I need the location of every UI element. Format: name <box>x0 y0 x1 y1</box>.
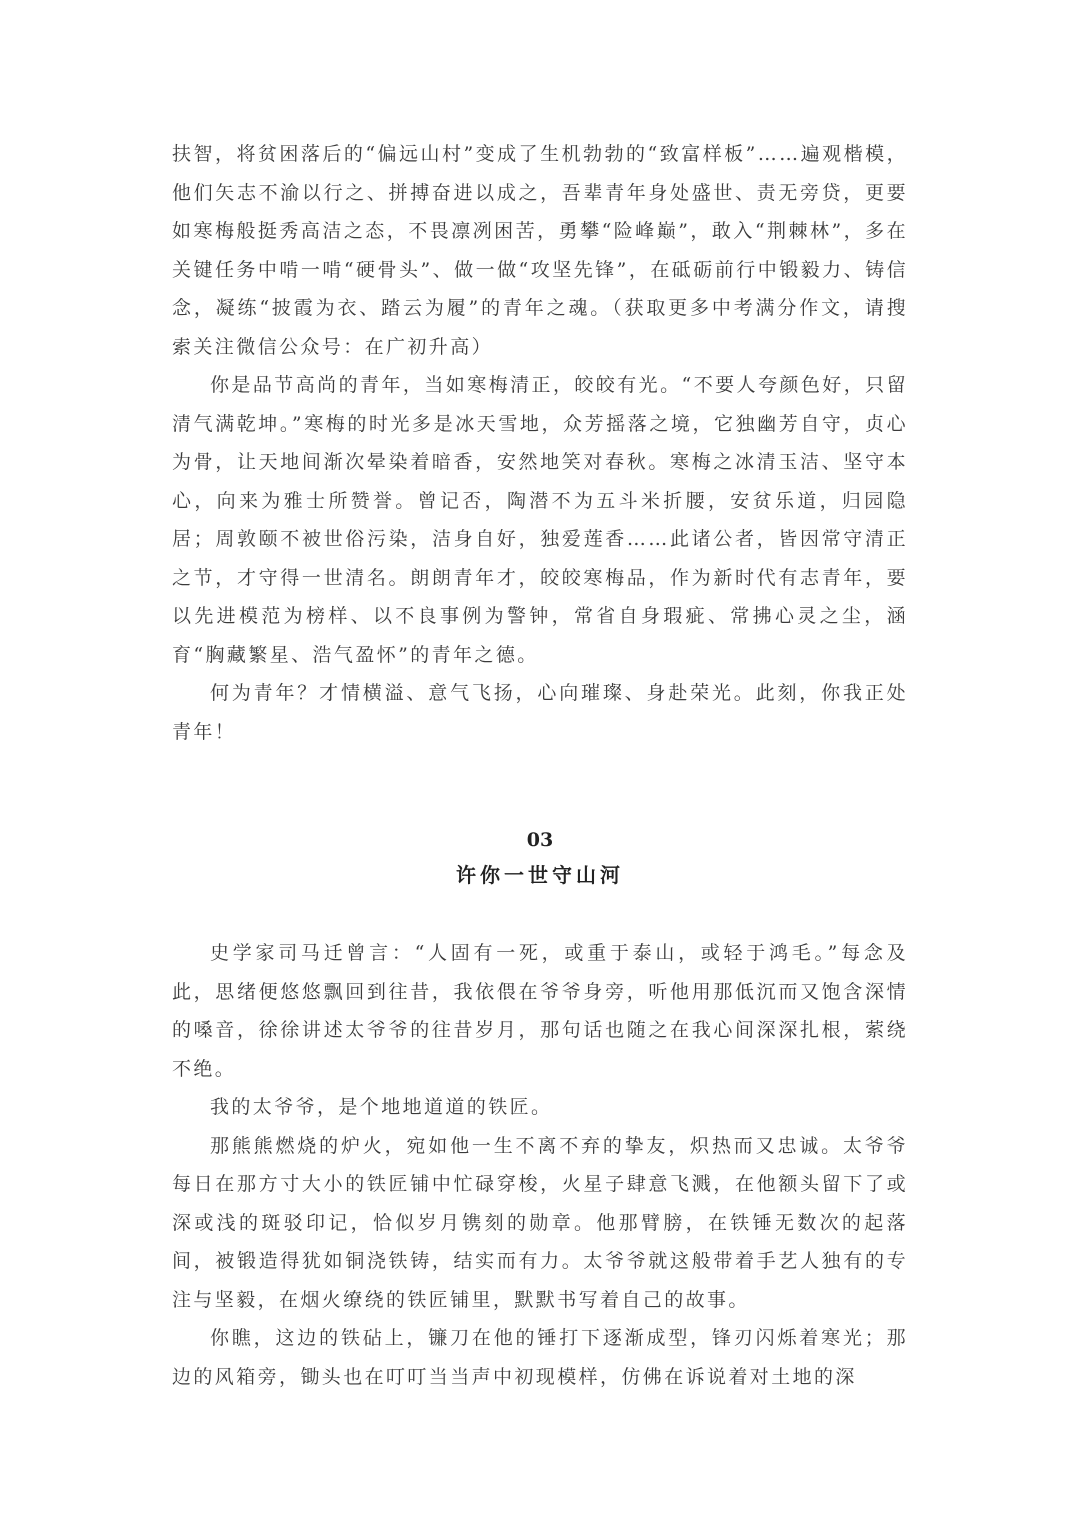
essay-number: 03 <box>526 829 554 851</box>
essay-paragraph: 史学家司马迁曾言：“人固有一死，或重于泰山，或轻于鸿毛。”每念及此，思绪便悠悠飘回到往昔，我依偎在爷爷身旁，听他用那低沉而又饱含深情的嗓音，徐徐讲述太爷爷的往昔岁月，那句话也随之在我心间深深扎根，萦绕不绝。 <box>172 942 908 1080</box>
essay-title: 许你一世守山河 <box>456 863 624 887</box>
essay-section-body <box>172 934 908 1396</box>
essay-heading <box>0 826 1080 890</box>
essay-paragraph: 你是品节高尚的青年，当如寒梅清正，皎皎有光。“不要人夸颜色好，只留清气满乾坤。”寒梅的时光多是冰天雪地，众芳摇落之境，它独幽芳自守，贞心为骨，让天地间渐次晕染着暗香，安然地笑对春秋。寒梅之冰清玉洁、坚守本心，向来为雅士所赞誉。曾记否，陶潜不为五斗米折腰，安贫乐道，归园隐居；周敦颐不被世俗污染，洁身自好，独爱莲香……此诸公者，皆因常守清正之节，才守得一世清名。朗朗青年才，皎皎寒梅品，作为新时代有志青年，要以先进模范为榜样、以不良事例为警钟，常省自身瑕疵、常拂心灵之尘，涵育“胸藏繁星、浩气盈怀”的青年之德。 <box>172 374 908 666</box>
essay-paragraph: 你瞧，这边的铁砧上，镰刀在他的锤打下逐渐成型，锋刃闪烁着寒光；那边的风箱旁，锄头也在叮叮当当声中初现模样，仿佛在诉说着对土地的深 <box>172 1327 908 1388</box>
essay-paragraph: 我的太爷爷，是个地地道道的铁匠。 <box>210 1096 553 1118</box>
essay-paragraph: 何为青年？才情横溢、意气飞扬，心向璀璨、身赴荣光。此刻，你我正处青年！ <box>172 682 908 743</box>
essay-paragraph: 扶智，将贫困落后的“偏远山村”变成了生机勃勃的“致富样板”……遍观楷模，他们矢志不渝以行之、拼搏奋进以成之，吾辈青年身处盛世、责无旁贷，更要如寒梅般挺秀高洁之态，不畏凛冽困苦，勇攀“险峰巅”，敢入“荆棘林”，多在关键任务中啃一啃“硬骨头”、做一做“攻坚先锋”，在砥砺前行中锻毅力、铸信念，凝练“披霞为衣、踏云为履”的青年之魂。（获取更多中考满分作文，请搜索关注微信公众号：在广初升高） <box>172 143 908 358</box>
essay-section-continued <box>172 135 908 751</box>
essay-paragraph: 那熊熊燃烧的炉火，宛如他一生不离不弃的挚友，炽热而又忠诚。太爷爷每日在那方寸大小的铁匠铺中忙碌穿梭，火星子肆意飞溅，在他额头留下了或深或浅的斑驳印记，恰似岁月镌刻的勋章。他那臂膀，在铁锤无数次的起落间，被锻造得犹如铜浇铁铸，结实而有力。太爷爷就这般带着手艺人独有的专注与坚毅，在烟火缭绕的铁匠铺里，默默书写着自己的故事。 <box>172 1134 908 1311</box>
